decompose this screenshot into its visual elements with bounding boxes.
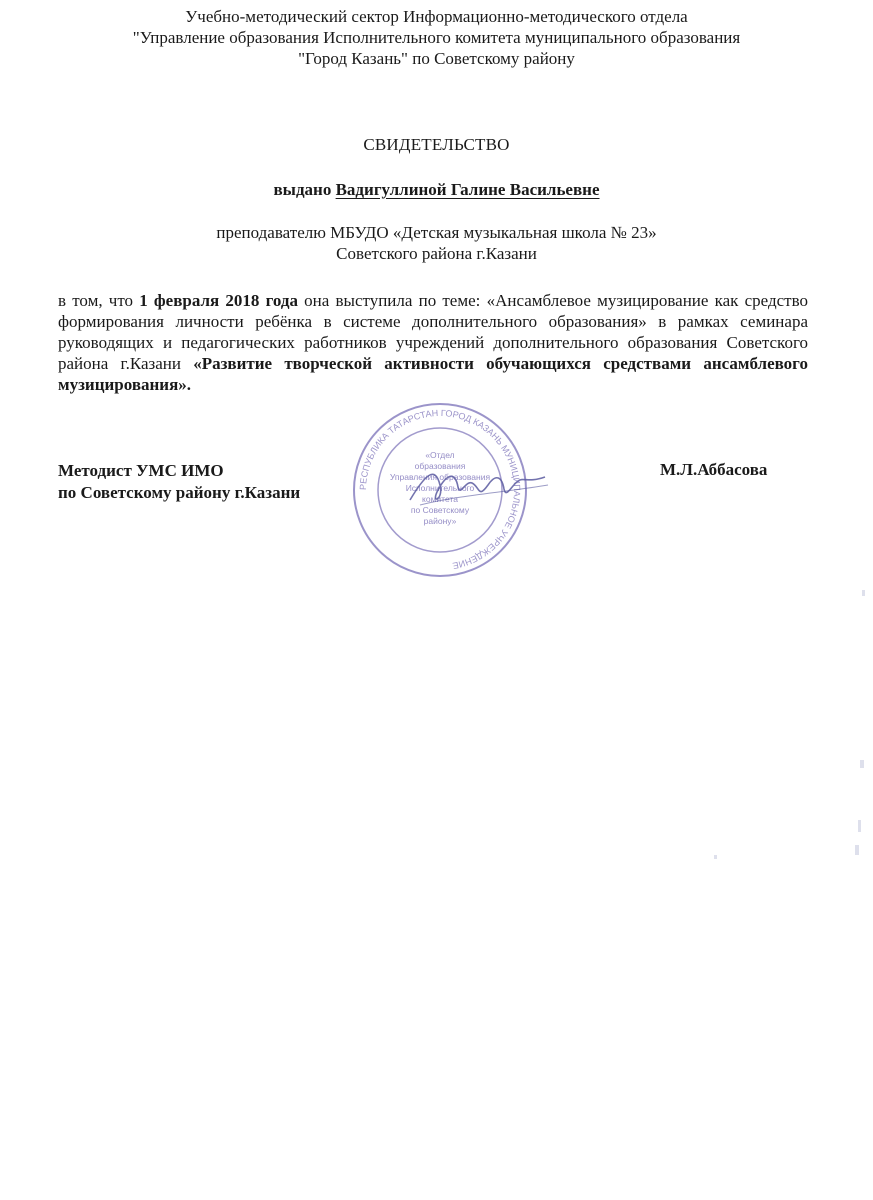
scan-artifact <box>714 855 717 859</box>
recipient-position <box>0 222 873 264</box>
handwritten-signature <box>400 455 550 515</box>
stamp-inner-line: комитета <box>422 494 458 504</box>
recipient-name: Вадигуллиной Галине Васильевне <box>335 180 600 199</box>
stamp-outer-text: РЕСПУБЛИКА ТАТАРСТАН ГОРОД КАЗАНЬ МУНИЦИПАЛЬНОЕ УЧРЕЖДЕНИЕ <box>357 407 523 571</box>
header-line-2: "Управление образования Исполнительного комитета муниципального образования <box>132 28 741 47</box>
signatory-line-2: по Советскому району г.Казани <box>58 483 301 502</box>
issued-prefix: выдано <box>273 180 332 199</box>
scan-artifact <box>862 590 865 596</box>
position-line-2: Советского района г.Казани <box>336 244 537 263</box>
certificate-body <box>58 290 808 395</box>
position-line-1: преподавателю МБУДО «Детская музыкальная школа № 23» <box>216 223 657 242</box>
stamp-inner-line: Управления образования <box>389 472 491 482</box>
stamp-inner-line: Исполнительного <box>405 483 475 493</box>
issued-to <box>0 180 873 200</box>
body-part-2: она выступила по теме: «Ансамблевое музицирование как средство формирования личности ребёнка в системе дополнительного образования» в рамках семинара руководящих и педагогических работников учреждений дополнительного образования Советского района г.Казани <box>58 291 809 373</box>
scan-artifact <box>860 760 864 768</box>
signatory-line-1: Методист УМС ИМО <box>58 461 224 480</box>
event-date: 1 февраля 2018 года <box>139 291 298 310</box>
stamp-inner-line: по Советскому <box>410 505 470 515</box>
seminar-title: «Развитие творческой активности обучающихся средствами ансамблевого музицирования». <box>58 354 808 394</box>
scan-artifact <box>858 820 861 832</box>
stamp-inner-line: району» <box>423 516 457 526</box>
scan-artifact <box>855 845 859 855</box>
stamp-inner-line: «Отдел <box>425 450 455 460</box>
signatory-title <box>58 460 300 504</box>
document-title: СВИДЕТЕЛЬСТВО <box>363 135 510 154</box>
body-part-1: в том, что <box>58 291 140 310</box>
header-line-3: "Город Казань" по Советскому району <box>298 49 575 68</box>
header-line-1: Учебно-методический сектор Информационно-методического отдела <box>185 7 688 26</box>
stamp-inner-line: образования <box>414 461 466 471</box>
issuer-header <box>0 6 873 69</box>
signatory-name: М.Л.Аббасова <box>660 460 768 479</box>
